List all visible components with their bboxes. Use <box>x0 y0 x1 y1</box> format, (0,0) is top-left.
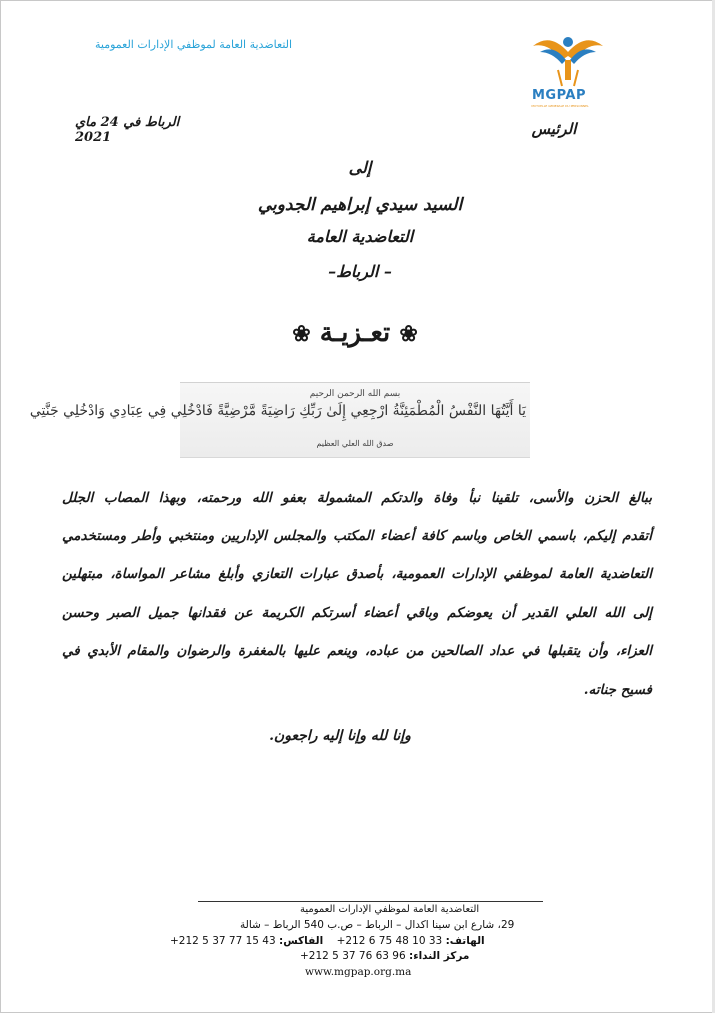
verse-box <box>29 382 530 458</box>
header-org-name-text: التعاضدية العامة لموظفي الإدارات العمومية <box>95 38 293 51</box>
verse-text: يَا أَيَّتُهَا النَّفْسُ الْمُطْمَئِنَّةُ ارْجِعِي إِلَىٰ رَبِّكِ رَاضِيَةً مَّرْضِيَّةً فَادْخُلِي فِي عِبَادِي وَادْخُلِي جَنَّتِي <box>29 403 526 419</box>
recipient-city: – الرباط– <box>328 262 392 281</box>
footer-phone-label: الهاتف: <box>445 935 485 947</box>
letter-title <box>200 318 510 348</box>
footer-fax-label: الفاكس: <box>279 935 324 947</box>
footer-fax: +212 5 37 77 15 43 <box>170 935 276 947</box>
verse-sadaq: صدق الله العلي العظيم <box>316 439 394 448</box>
footer-phone-fax <box>170 935 485 947</box>
title-ornament-left-icon: ❀ <box>292 321 311 347</box>
recipient-name: السيد سيدي إبراهيم الجدوبي <box>257 195 463 215</box>
closing-phrase: وإنا لله وإنا إليه راجعون. <box>269 728 411 744</box>
recipient-org: التعاضدية العامة <box>306 227 414 246</box>
body-line-2: أتقدم إليكم، باسمي الخاص وباسم كافة أعضاء المكتب والمجلس الإداريين ومنتخبي وأطر ومستخدمي <box>62 528 652 544</box>
footer-callcenter-label: مركز النداء: <box>409 950 470 962</box>
body-line-4: إلى الله العلي القدير أن يعوضكم وباقي أعضاء أسرتكم الكريمة عن فقدانها جميل الصبر وحسن <box>62 605 652 621</box>
body-line-5: العزاء، وأن يتقبلها في عداد الصالحين من عباده، وينعم عليها بالمغفرة والرضوان والمقام الأبدي في <box>62 643 652 659</box>
logo-slogan: MUTUELLE GENERALE DU PERSONNEL <box>531 104 589 108</box>
footer-phone: +212 6 75 48 10 33 <box>336 935 443 947</box>
footer-website-link[interactable]: www.mgpap.org.ma <box>305 966 412 978</box>
footer-callcenter <box>300 950 469 962</box>
body-line-1: ببالغ الحزن والأسى، تلقينا نبأ وفاة والدتكم المشمولة بعفو الله ورحمته، وبهذا المصاب الجلل <box>62 490 652 506</box>
recipient-to: إلى <box>348 158 372 177</box>
logo-wordmark: MGPAP <box>531 88 587 103</box>
footer-divider <box>198 901 543 902</box>
verse-basmala: بسم الله الرحمن الرحيم <box>309 389 401 399</box>
letter-date: الرباط في 24 ماي 2021 <box>75 115 180 145</box>
header-org-name <box>95 38 295 52</box>
footer-org-name: التعاضدية العامة لموظفي الإدارات العمومية <box>300 904 480 915</box>
footer-address: 29، شارع ابن سينا اكدال – الرباط – ص.ب 540 الرباط – شالة <box>240 919 515 931</box>
body-line-3: التعاضدية العامة لموظفي الإدارات العمومية، بأصدق عبارات التعازي وأبلغ مشاعر المواساة، مبتهلين <box>62 566 652 582</box>
sender-title: الرئيس <box>531 120 577 138</box>
body-line-6: فسيح جناته. <box>583 682 652 698</box>
footer-callcenter-number: +212 5 37 76 63 96 <box>300 950 406 962</box>
title-text: تعـزيـة <box>319 318 391 348</box>
title-ornament-right-icon: ❀ <box>399 321 418 347</box>
